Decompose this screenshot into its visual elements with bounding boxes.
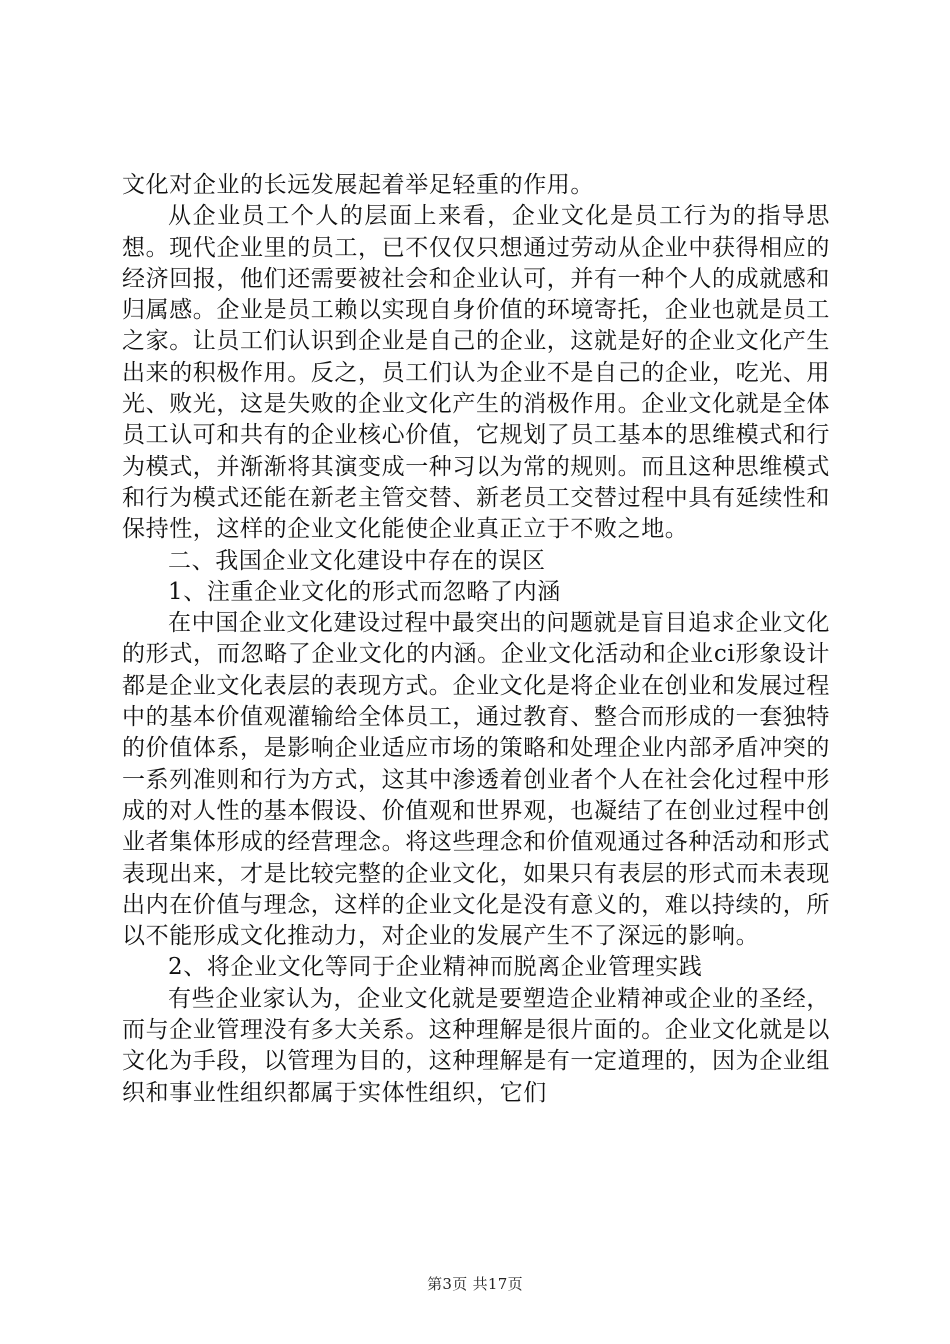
paragraph-culture-vs-spirit: 有些企业家认为，企业文化就是要塑造企业精神或企业的圣经，而与企业管理没有多大关系。这种理解是很片面的。企业文化就是以文化为手段，以管理为目的，这种理解是有一定道理的，因为企业组织和事业性组织都属于实体性组织，它们 (122, 985, 830, 1106)
paragraph-continuation: 文化对企业的长远发展起着举足轻重的作用。 (122, 172, 594, 198)
subheading-culture-vs-spirit: 2、将企业文化等同于企业精神而脱离企业管理实践 (168, 954, 703, 981)
page-footer (0, 1273, 950, 1294)
page-number-label: 第3页 共17页 (427, 1275, 523, 1293)
paragraph-employee-perspective: 从企业员工个人的层面上来看，企业文化是员工行为的指导思想。现代企业里的员工，已不仅仅只想通过劳动从企业中获得相应的经济回报，他们还需要被社会和企业认可，并有一种个人的成就感和归属感。企业是员工赖以实现自身价值的环境寄托，企业也就是员工之家。让员工们认识到企业是自己的企业，这就是好的企业文化产生出来的积极作用。反之，员工们认为企业不是自己的企业，吃光、用光、败光，这是失败的企业文化产生的消极作用。企业文化就是全体员工认可和共有的企业核心价值，它规划了员工基本的思维模式和行为模式，并渐渐将其演变成一种习以为常的规则。而且这种思维模式和行为模式还能在新老主管交替、新老员工交替过程中具有延续性和保持性，这样的企业文化能使企业真正立于不败之地。 (122, 203, 830, 543)
section-heading-misconceptions: 二、我国企业文化建设中存在的误区 (168, 547, 546, 574)
paragraph-form-over-content: 在中国企业文化建设过程中最突出的问题就是盲目追求企业文化的形式，而忽略了企业文化的内涵。企业文化活动和企业ci形象设计都是企业文化表层的表现方式。企业文化是将企业在创业和发展过程中的基本价值观灌输给全体员工，通过教育、整合而形成的一套独特的价值体系，是影响企业适应市场的策略和处理企业内部矛盾冲突的一系列准则和行为方式，这其中渗透着创业者个人在社会化过程中形成的对人性的基本假设、价值观和世界观，也凝结了在创业过程中创业者集体形成的经营理念。将这些理念和价值观通过各种活动和形式表现出来，才是比较完整的企业文化，如果只有表层的形式而未表现出内在价值与理念，这样的企业文化是没有意义的，难以持续的，所以不能形成文化推动力，对企业的发展产生不了深远的影响。 (122, 610, 830, 950)
subheading-form-over-content: 1、注重企业文化的形式而忽略了内涵 (168, 578, 561, 605)
document-body (122, 170, 830, 1109)
